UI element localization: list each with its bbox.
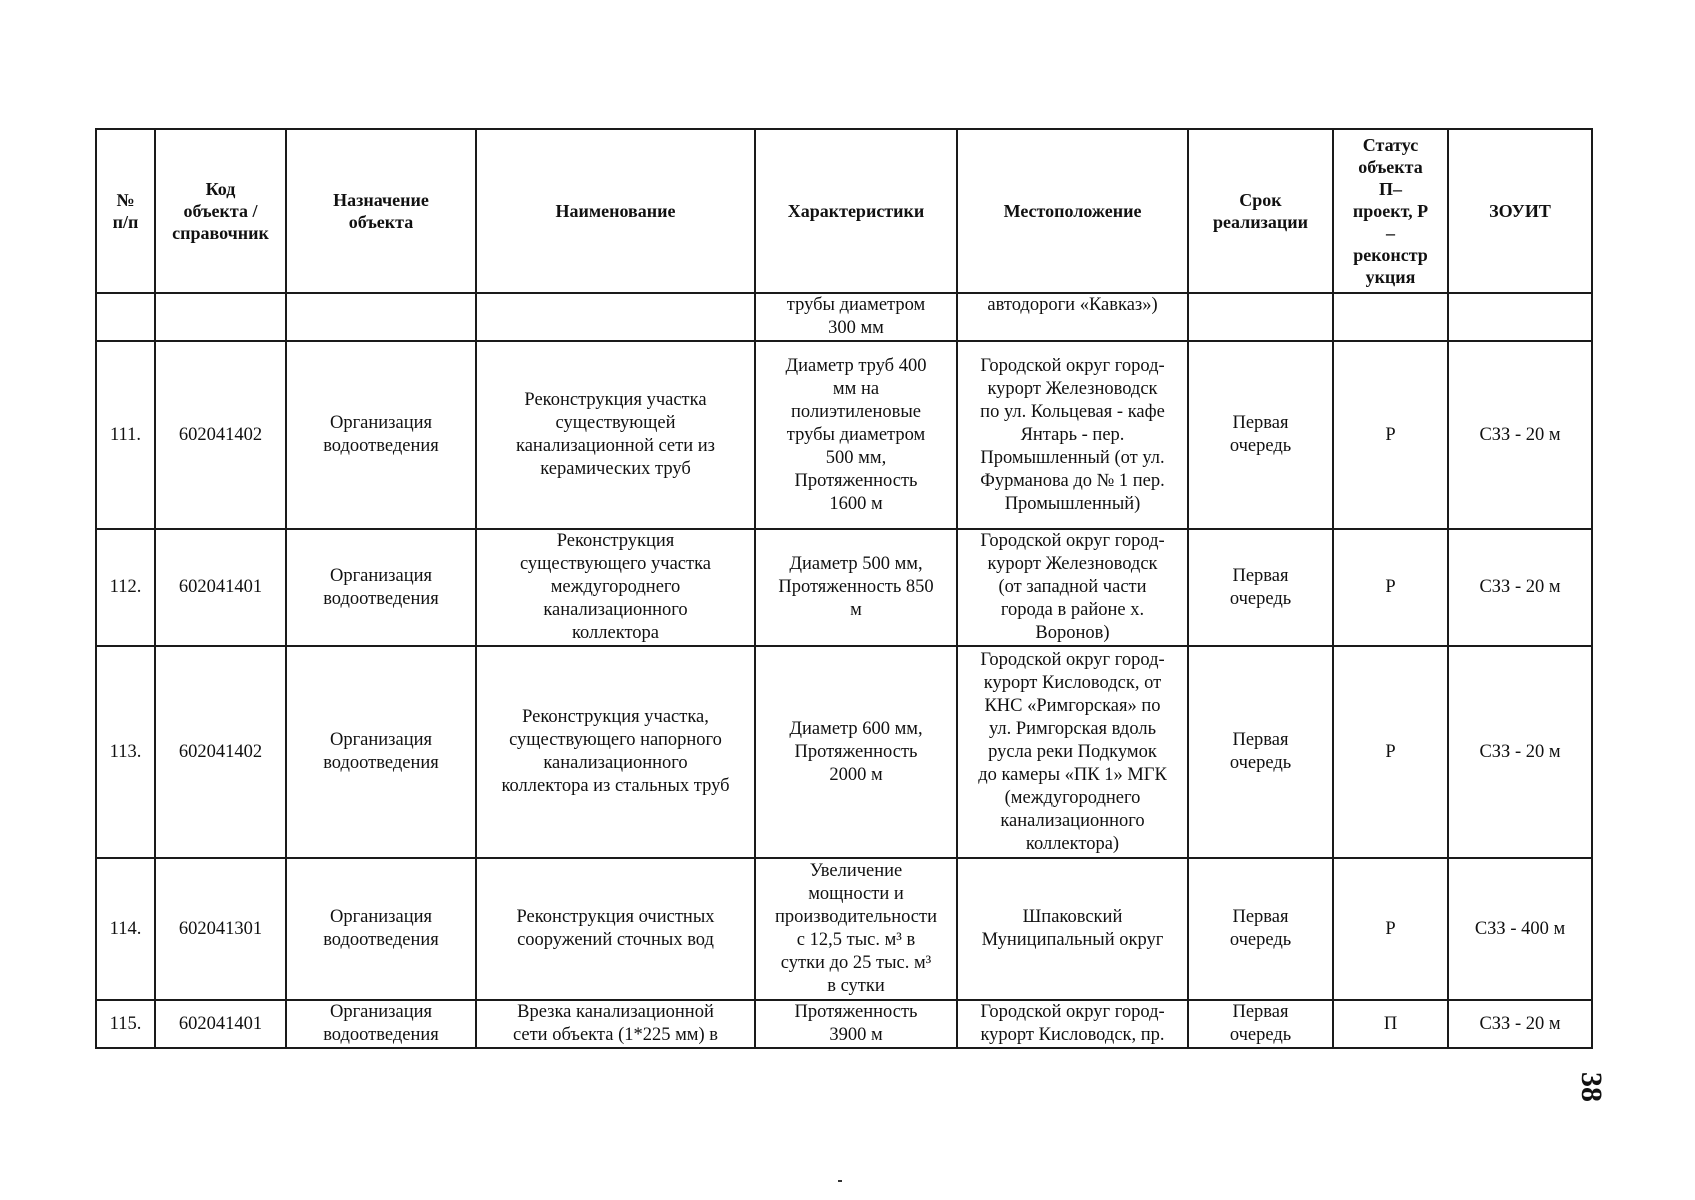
header-row	[96, 129, 1592, 293]
header-name: Наименование	[476, 129, 755, 293]
cell-characteristics: Протяженность 3900 м	[755, 1000, 957, 1048]
table-row-continuation	[96, 293, 1592, 341]
cell-num: 111.	[96, 341, 155, 529]
cell-zone: СЗЗ - 20 м	[1448, 341, 1592, 529]
objects-table	[95, 128, 1593, 1049]
cell-purpose: Организация водоотведения	[286, 341, 476, 529]
cell-status: Р	[1333, 858, 1448, 1000]
page-number: 38	[1575, 1072, 1608, 1102]
header-purpose: Назначение объекта	[286, 129, 476, 293]
cell-purpose	[286, 293, 476, 341]
cell-term	[1188, 293, 1333, 341]
cell-zone	[1448, 293, 1592, 341]
cell-code: 602041301	[155, 858, 286, 1000]
table-row	[96, 341, 1592, 529]
cell-location: Городской округ город- курорт Железноводск по ул. Кольцевая - кафе Янтарь - пер. Промышленный (от ул. Фурманова до № 1 пер. Промышленный)	[957, 341, 1188, 529]
cell-term: Первая очередь	[1188, 858, 1333, 1000]
cell-status: Р	[1333, 529, 1448, 646]
header-status: Статус объекта П– проект, Р – реконстр укция	[1333, 129, 1448, 293]
cell-characteristics: Увеличение мощности и производительности с 12,5 тыс. м³ в сутки до 25 тыс. м³ в сутки	[755, 858, 957, 1000]
cell-status	[1333, 293, 1448, 341]
cell-name: Реконструкция участка существующей канализационной сети из керамических труб	[476, 341, 755, 529]
cell-code: 602041402	[155, 341, 286, 529]
cell-num: 115.	[96, 1000, 155, 1048]
cell-characteristics: Диаметр труб 400 мм на полиэтиленовые трубы диаметром 500 мм, Протяженность 1600 м	[755, 341, 957, 529]
cell-zone: СЗЗ - 20 м	[1448, 646, 1592, 858]
cell-location: автодороги «Кавказ»)	[957, 293, 1188, 341]
cell-name: Реконструкция очистных сооружений сточных вод	[476, 858, 755, 1000]
cell-term: Первая очередь	[1188, 1000, 1333, 1048]
cell-name: Врезка канализационной сети объекта (1*225 мм) в	[476, 1000, 755, 1048]
header-num: № п/п	[96, 129, 155, 293]
cell-name: Реконструкция участка, существующего напорного канализационного коллектора из стальных труб	[476, 646, 755, 858]
cell-characteristics: Диаметр 600 мм, Протяженность 2000 м	[755, 646, 957, 858]
table-row	[96, 529, 1592, 646]
cell-location: Городской округ город- курорт Кисловодск, пр.	[957, 1000, 1188, 1048]
cell-name	[476, 293, 755, 341]
table-row	[96, 1000, 1592, 1048]
cell-zone: СЗЗ - 400 м	[1448, 858, 1592, 1000]
cell-code: 602041401	[155, 529, 286, 646]
cell-zone: СЗЗ - 20 м	[1448, 1000, 1592, 1048]
table-row	[96, 858, 1592, 1000]
cell-term: Первая очередь	[1188, 529, 1333, 646]
cell-status: Р	[1333, 341, 1448, 529]
header-characteristics: Характеристики	[755, 129, 957, 293]
cell-num: 112.	[96, 529, 155, 646]
header-location: Местоположение	[957, 129, 1188, 293]
header-code: Код объекта / справочник	[155, 129, 286, 293]
cell-location: Шпаковский Муниципальный округ	[957, 858, 1188, 1000]
header-term: Срок реализации	[1188, 129, 1333, 293]
cell-num: 114.	[96, 858, 155, 1000]
cell-num	[96, 293, 155, 341]
cell-status: П	[1333, 1000, 1448, 1048]
cell-purpose: Организация водоотведения	[286, 646, 476, 858]
cell-purpose: Организация водоотведения	[286, 1000, 476, 1048]
cell-characteristics: Диаметр 500 мм, Протяженность 850 м	[755, 529, 957, 646]
cell-zone: СЗЗ - 20 м	[1448, 529, 1592, 646]
scan-speck	[838, 1180, 842, 1182]
cell-code: 602041401	[155, 1000, 286, 1048]
cell-purpose: Организация водоотведения	[286, 529, 476, 646]
cell-characteristics: трубы диаметром 300 мм	[755, 293, 957, 341]
cell-term: Первая очередь	[1188, 646, 1333, 858]
cell-location: Городской округ город- курорт Кисловодск, от КНС «Римгорская» по ул. Римгорская вдоль русла реки Подкумок до камеры «ПК 1» МГК (междугороднего канализационного коллектора)	[957, 646, 1188, 858]
cell-code: 602041402	[155, 646, 286, 858]
cell-location: Городской округ город- курорт Железноводск (от западной части города в районе х. Воронов)	[957, 529, 1188, 646]
cell-purpose: Организация водоотведения	[286, 858, 476, 1000]
cell-code	[155, 293, 286, 341]
header-zone: ЗОУИТ	[1448, 129, 1592, 293]
table-row	[96, 646, 1592, 858]
cell-status: Р	[1333, 646, 1448, 858]
cell-term: Первая очередь	[1188, 341, 1333, 529]
cell-name: Реконструкция существующего участка междугороднего канализационного коллектора	[476, 529, 755, 646]
cell-num: 113.	[96, 646, 155, 858]
